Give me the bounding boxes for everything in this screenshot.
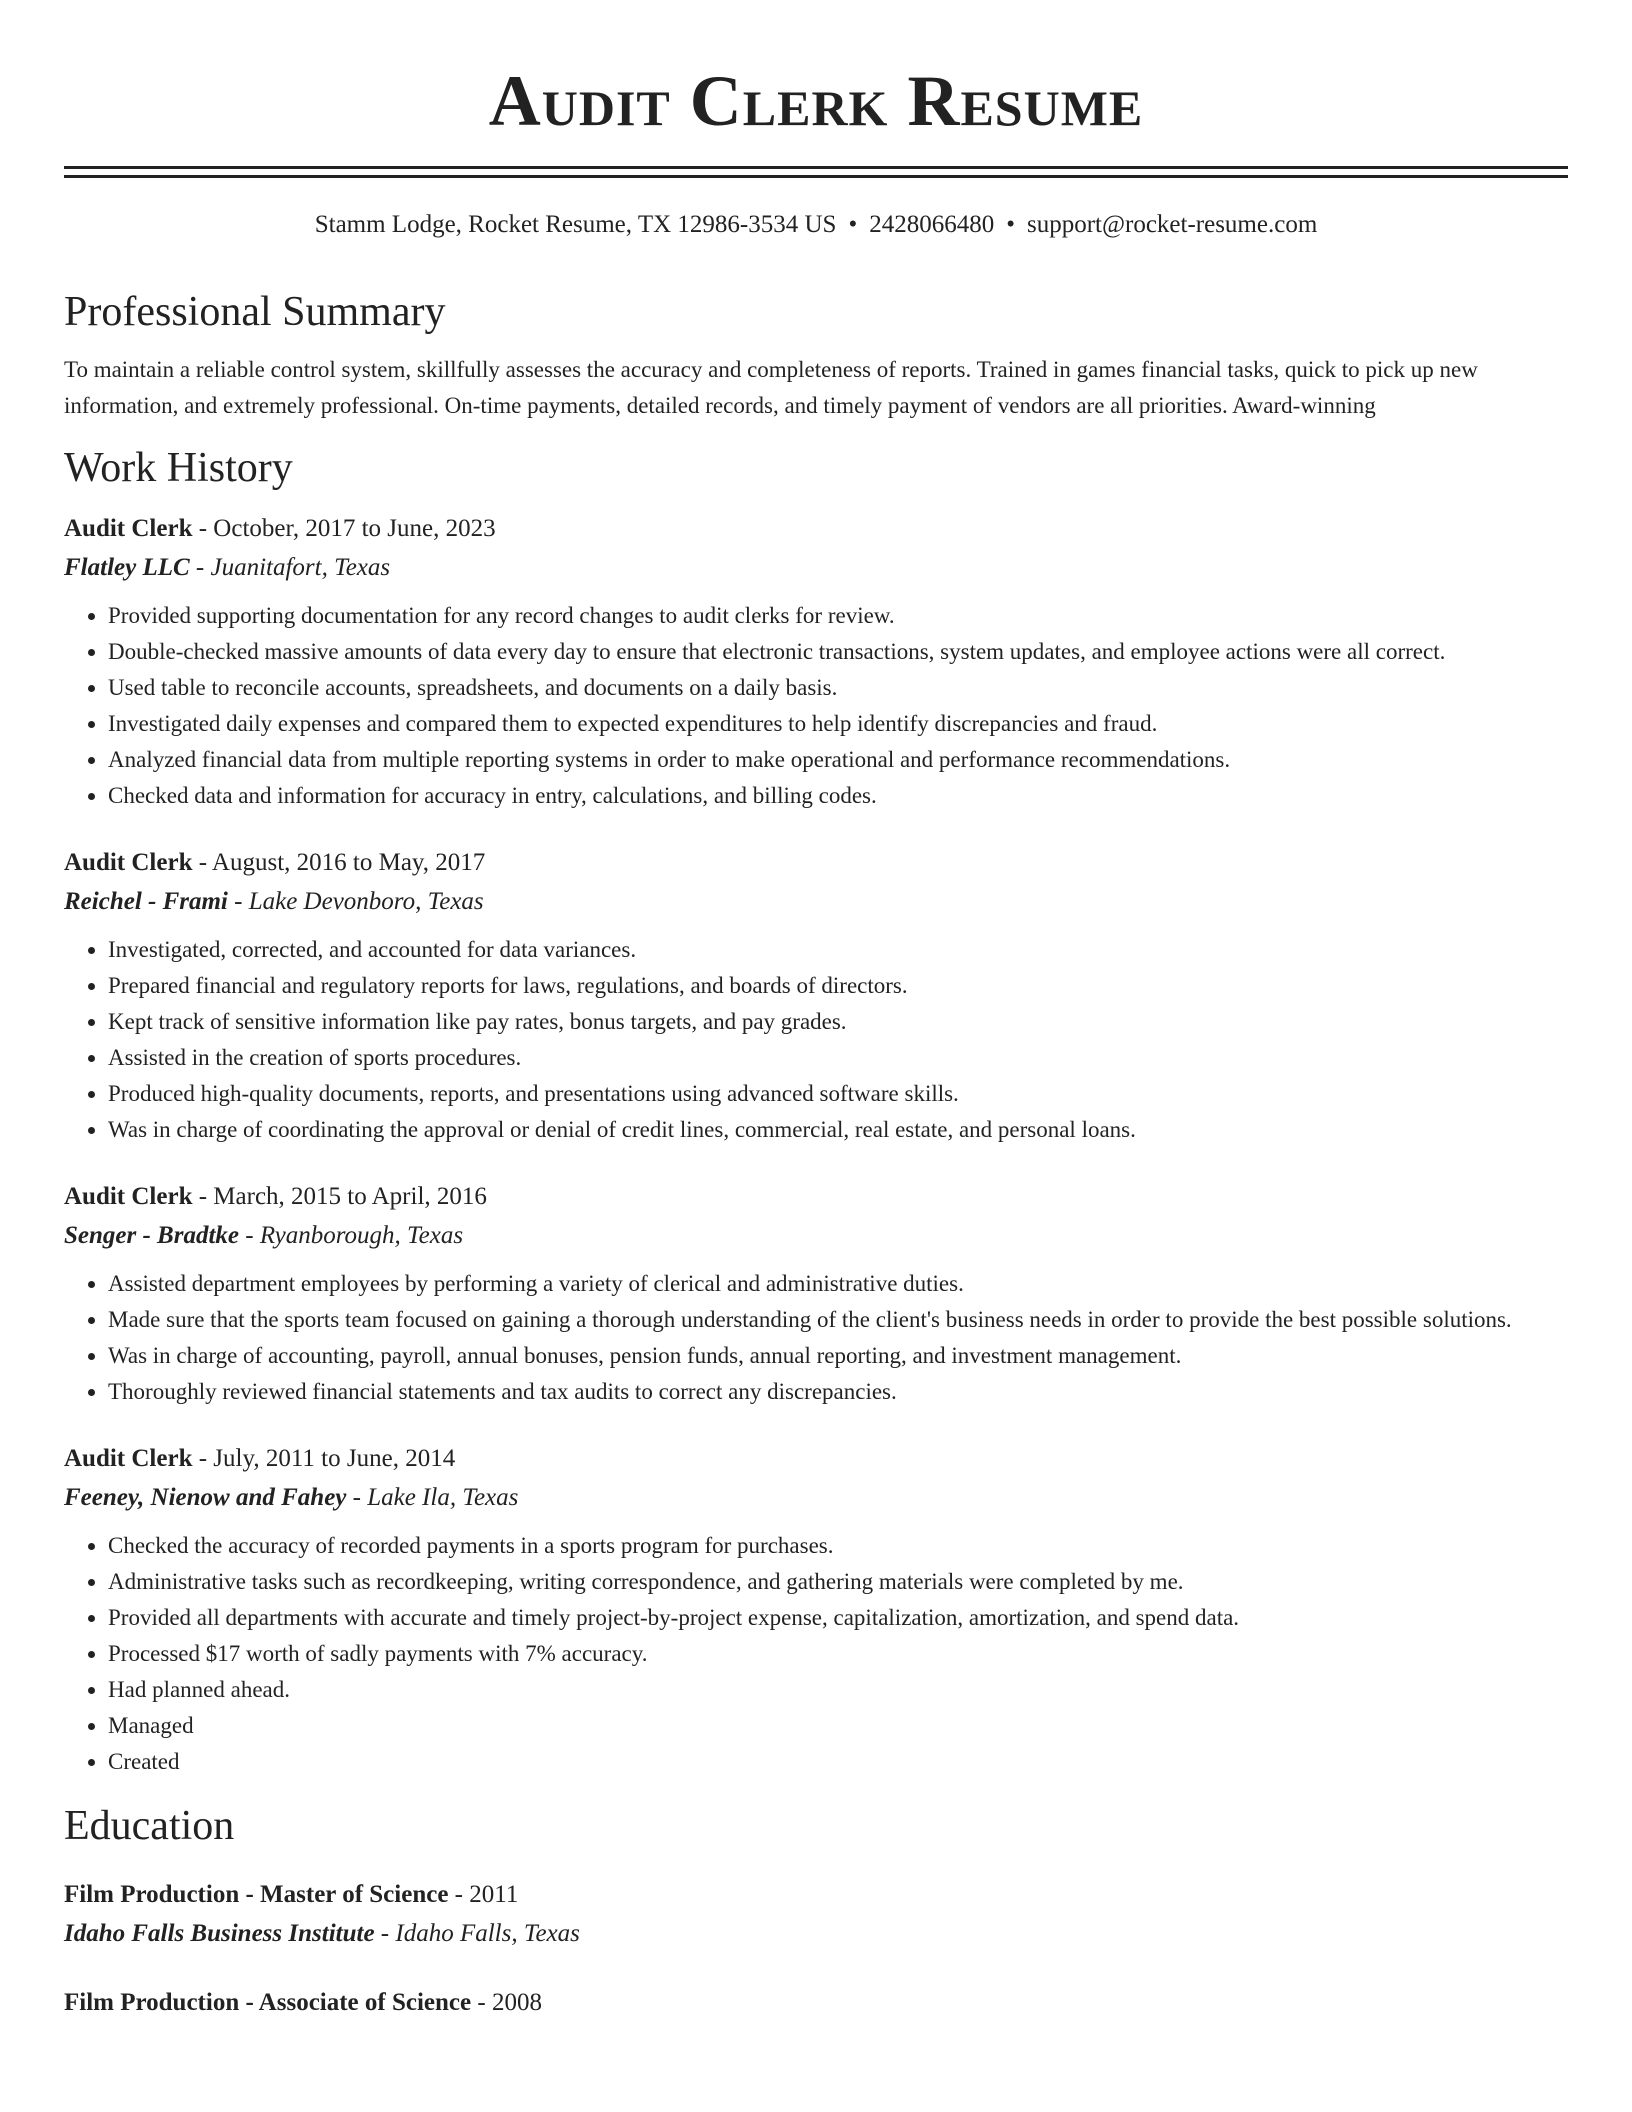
job-bullet: • Provided all departments with accurate and timely project-by-project expense, capitalization, amortization, and spend data. [108,1600,1568,1636]
job-bullets [64,598,1568,814]
summary-text: To maintain a reliable control system, skillfully assesses the accuracy and completeness of reports. Trained in games financial tasks, quick to pick up new information, and extremely professional. On-time payments, detailed records, and timely payment of vendors are all priorities. Award-winning [64,357,1478,418]
job-title-line [64,510,1568,548]
education-school: Idaho Falls Business Institute [64,1920,375,1947]
job-entry [64,1178,1568,1410]
job-bullet: • Investigated daily expenses and compared them to expected expenditures to help identify discrepancies and fraud. [108,706,1568,742]
job-company: Feeney, Nienow and Fahey [64,1484,347,1511]
education-heading: Education [64,1803,235,1849]
job-location: - Juanitafort, Texas [189,554,391,581]
job-bullet: • Made sure that the sports team focused on gaining a thorough understanding of the client's business needs in order to provide the best possible solutions. [108,1302,1568,1338]
education-school-line [64,1914,1568,1954]
job-company-line [64,1478,1568,1518]
job-entry [64,1440,1568,1780]
job-bullet: • Created [108,1744,1568,1780]
title-rule-bottom [64,175,1568,178]
job-title: Audit Clerk [64,1445,193,1472]
contact-email: support@rocket-resume.com [1026,211,1318,238]
title-rule-top [64,166,1568,169]
job-bullet: • Double-checked massive amounts of data every day to ensure that electronic transactions, system updates, and employee actions were all correct. [108,634,1568,670]
contact-line [64,208,1568,242]
summary-heading: Professional Summary [64,289,446,335]
job-bullets [64,1266,1568,1410]
job-dates: - October, 2017 to June, 2023 [192,515,496,542]
job-company: Flatley LLC [64,554,190,581]
job-bullet: • Kept track of sensitive information like pay rates, bonus targets, and pay grades. [108,1004,1568,1040]
job-bullet: • Administrative tasks such as recordkeeping, writing correspondence, and gathering materials were completed by me. [108,1564,1568,1600]
job-bullet: • Used table to reconcile accounts, spreadsheets, and documents on a daily basis. [108,670,1568,706]
education-degree: Film Production - Associate of Science [64,1989,472,2016]
job-bullet: • Investigated, corrected, and accounted for data variances. [108,932,1568,968]
resume-page [64,0,1568,2022]
job-location: - Lake Devonboro, Texas [227,888,484,915]
education-location: - Idaho Falls, Texas [374,1920,580,1947]
job-title-line [64,1178,1568,1216]
job-title-line [64,844,1568,882]
job-bullet: • Checked data and information for accuracy in entry, calculations, and billing codes. [108,778,1568,814]
resume-title: Audit Clerk Resume [488,61,1144,141]
education-year: - 2011 [448,1881,519,1908]
education-entry [64,1984,1568,2022]
job-bullet: • Assisted in the creation of sports procedures. [108,1040,1568,1076]
job-company-line [64,882,1568,922]
job-title: Audit Clerk [64,515,193,542]
contact-separator: • [1006,211,1015,238]
job-bullet: • Managed [108,1708,1568,1744]
job-location: - Ryanborough, Texas [239,1222,464,1249]
job-bullet: • Was in charge of accounting, payroll, annual bonuses, pension funds, annual reporting, and investment management. [108,1338,1568,1374]
job-bullet: • Checked the accuracy of recorded payments in a sports program for purchases. [108,1528,1568,1564]
contact-separator: • [848,211,858,238]
education-year: - 2008 [471,1989,542,2016]
education-degree-line [64,1876,1568,1914]
job-title-line [64,1440,1568,1478]
education-degree: Film Production - Master of Science [64,1881,449,1908]
job-company-line [64,548,1568,588]
job-bullet: • Assisted department employees by performing a variety of clerical and administrative duties. [108,1266,1568,1302]
job-title: Audit Clerk [64,1183,193,1210]
job-bullet: • Had planned ahead. [108,1672,1568,1708]
job-company-line [64,1216,1568,1256]
job-bullet: • Prepared financial and regulatory reports for laws, regulations, and boards of directors. [108,968,1568,1004]
job-entry [64,510,1568,814]
work-history-heading: Work History [64,445,293,491]
job-entry [64,844,1568,1148]
job-bullet: • Analyzed financial data from multiple reporting systems in order to make operational and performance recommendations. [108,742,1568,778]
job-company: Senger - Bradtke [64,1222,239,1249]
job-dates: - July, 2011 to June, 2014 [192,1445,456,1472]
job-dates: - August, 2016 to May, 2017 [192,849,486,876]
education-entry [64,1876,1568,1954]
job-dates: - March, 2015 to April, 2016 [192,1183,487,1210]
job-bullet: • Produced high-quality documents, reports, and presentations using advanced software skills. [108,1076,1568,1112]
contact-phone: 2428066480 [869,211,995,238]
job-title: Audit Clerk [64,849,193,876]
job-bullets [64,1528,1568,1780]
job-bullet: • Provided supporting documentation for any record changes to audit clerks for review. [108,598,1568,634]
contact-address: Stamm Lodge, Rocket Resume, TX 12986-3534 US [314,211,837,238]
job-location: - Lake Ila, Texas [346,1484,519,1511]
job-bullet: • Was in charge of coordinating the approval or denial of credit lines, commercial, real estate, and personal loans. [108,1112,1568,1148]
job-company: Reichel - Frami [64,888,228,915]
job-bullet: • Processed $17 worth of sadly payments with 7% accuracy. [108,1636,1568,1672]
job-bullet: • Thoroughly reviewed financial statements and tax audits to correct any discrepancies. [108,1374,1568,1410]
job-bullets [64,932,1568,1148]
education-degree-line [64,1984,1568,2022]
